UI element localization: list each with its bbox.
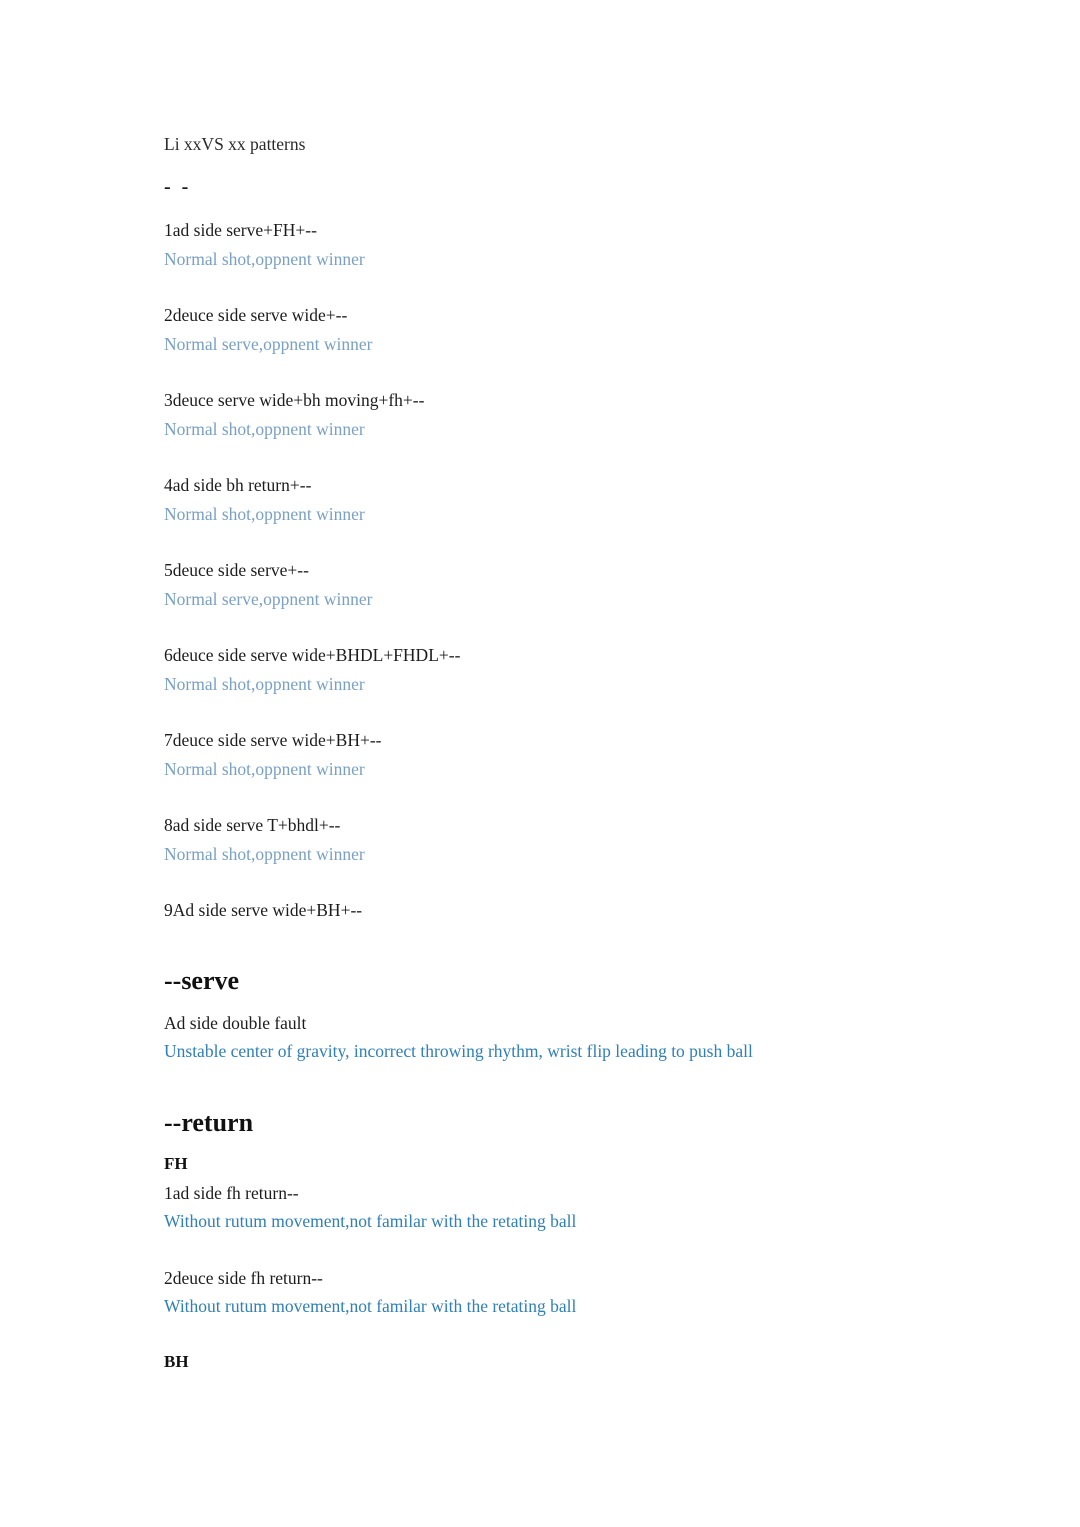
- pattern-label: 4ad side bh return+--: [164, 475, 312, 495]
- pattern-note: Normal serve,oppnent winner: [164, 334, 373, 354]
- pattern-note: Normal shot,oppnent winner: [164, 504, 365, 524]
- return-item: 2deuce side fh return--: [164, 1268, 323, 1288]
- pattern-label: 3deuce serve wide+bh moving+fh+--: [164, 390, 425, 410]
- pattern-note: Normal shot,oppnent winner: [164, 419, 365, 439]
- pattern-label: 5deuce side serve+--: [164, 560, 309, 580]
- pattern-label: 2deuce side serve wide+--: [164, 305, 348, 325]
- pattern-note: Normal shot,oppnent winner: [164, 759, 365, 779]
- return-note: Without rutum movement,not familar with the retating ball: [164, 1296, 577, 1316]
- pattern-label: 8ad side serve T+bhdl+--: [164, 815, 341, 835]
- pattern-label: 9Ad side serve wide+BH+--: [164, 900, 363, 920]
- fh-subheading: FH: [164, 1154, 188, 1173]
- pattern-note: Normal shot,oppnent winner: [164, 844, 365, 864]
- serve-note: Unstable center of gravity, incorrect throwing rhythm, wrist flip leading to push ball: [164, 1041, 753, 1061]
- document-title: Li xxVS xx patterns: [164, 134, 306, 154]
- pattern-note: Normal shot,oppnent winner: [164, 249, 365, 269]
- pattern-note: Normal shot,oppnent winner: [164, 674, 365, 694]
- pattern-label: 1ad side serve+FH+--: [164, 220, 317, 240]
- serve-item: Ad side double fault: [164, 1013, 307, 1033]
- pattern-label: 6deuce side serve wide+BHDL+FHDL+--: [164, 645, 461, 665]
- return-section-heading: --return: [164, 1108, 254, 1137]
- bh-subheading: BH: [164, 1352, 189, 1371]
- pattern-note: Normal serve,oppnent winner: [164, 589, 373, 609]
- dash-heading: - -: [164, 176, 192, 198]
- serve-section-heading: --serve: [164, 966, 240, 995]
- return-item: 1ad side fh return--: [164, 1183, 299, 1203]
- pattern-label: 7deuce side serve wide+BH+--: [164, 730, 382, 750]
- return-note: Without rutum movement,not familar with the retating ball: [164, 1211, 577, 1231]
